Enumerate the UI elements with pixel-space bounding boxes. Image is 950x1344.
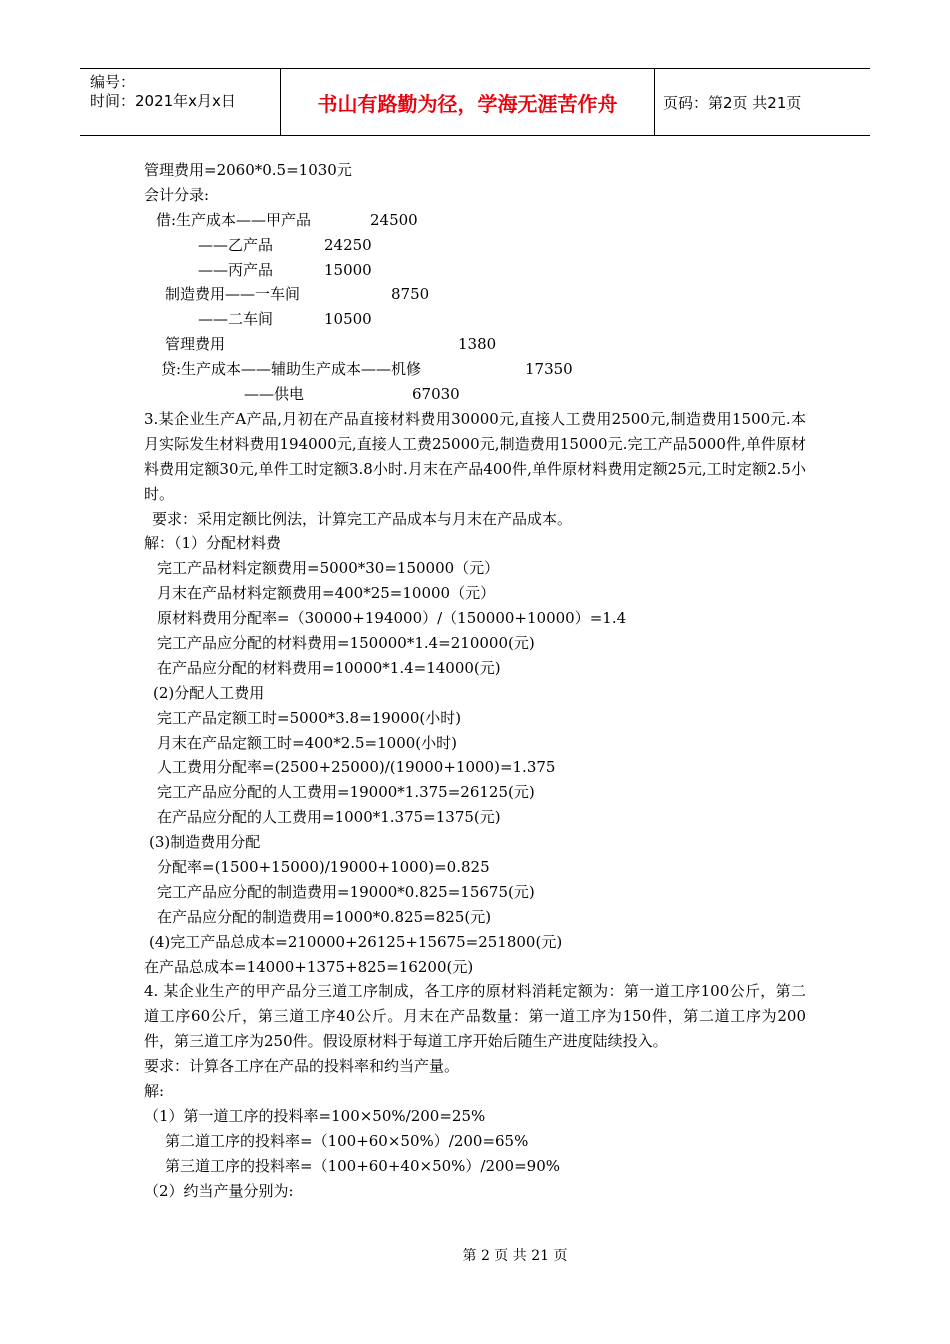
solution-line: 第三道工序的投料率=（100+60+40×50%）/200=90% (165, 1156, 561, 1175)
solution-line: （1）第一道工序的投料率=100×50%/200=25% (144, 1106, 486, 1125)
solution-line: 第二道工序的投料率=（100+60×50%）/200=65% (165, 1131, 529, 1150)
question-4-text: 4. 某企业生产的甲产品分三道工序制成，各工序的原材料消耗定额为：第一道工序100公斤，第二道工序60公斤，第三道工序40公斤。月末在产品数量：第一道工序为150件，第二道工序为200件，第三道工序为250件。假设原材料于每道工序开始后随生产进度陆续投入。 (144, 982, 806, 1051)
solution-line: （2）约当产量分别为: (144, 1181, 294, 1200)
journal-line: ——二车间 10500 (198, 310, 372, 329)
journal-line: 制造费用——一车间 8750 (165, 285, 430, 304)
header-meta (80, 69, 280, 135)
journal-line: ——丙产品 15000 (198, 260, 372, 279)
solution-line: 人工费用分配率=(2500+25000)/(19000+1000)=1.375 (157, 758, 556, 777)
header-motto: 书山有路勤为径，学海无涯苦作舟 (280, 69, 655, 135)
solution-line: 完工产品应分配的制造费用=19000*0.825=15675(元) (157, 882, 535, 901)
journal-line: ——供电 67030 (244, 385, 460, 404)
solution-line: (3)制造费用分配 (149, 833, 261, 852)
solution-line: 原材料费用分配率=（30000+194000）/（150000+10000）=1.4 (157, 609, 627, 628)
page-footer: 第 2 页 共 21 页 (462, 1248, 568, 1264)
solution-line: 完工产品定额工时=5000*3.8=19000(小时) (157, 708, 462, 727)
journal-line: 借:生产成本——甲产品 24500 (156, 210, 418, 229)
question-3-requirement: 要求：采用定额比例法，计算完工产品成本与月末在产品成本。 (152, 509, 573, 528)
solution-line: 在产品应分配的材料费用=10000*1.4=14000(元) (157, 658, 501, 677)
page-header (80, 68, 870, 136)
question-4-requirement: 要求：计算各工序在产品的投料率和约当产量。 (144, 1057, 460, 1076)
solution-line: 在产品总成本=14000+1375+825=16200(元) (144, 957, 474, 976)
header-page-info: 页码：第2页 共21页 (663, 93, 802, 112)
solution-line: 解: (144, 1082, 165, 1101)
doc-date: 时间：2021年x月x日 (90, 92, 236, 110)
solution-line: 完工产品应分配的人工费用=19000*1.375=26125(元) (157, 783, 535, 802)
solution-line: 月末在产品材料定额费用=400*25=10000（元） (157, 584, 496, 603)
solution-line: 月末在产品定额工时=400*2.5=1000(小时) (157, 733, 458, 752)
solution-line: 完工产品材料定额费用=5000*30=150000（元） (157, 559, 500, 578)
solution-line: 完工产品应分配的材料费用=150000*1.4=210000(元) (157, 633, 535, 652)
solution-line: (2)分配人工费用 (153, 683, 265, 702)
question-3-text: 3.某企业生产A产品,月初在产品直接材料费用30000元,直接人工费用2500元,制造费用1500元.本月实际发生材料费用194000元,直接人工费25000元,制造费用15000元.完工产品5000件,单件原材料费用定额30元,单件工时定额3.8小时.月末在产品400件,单件原材料费用定额25元,工时定额2.5小时。 (144, 409, 806, 503)
journal-line: ——乙产品 24250 (198, 235, 372, 254)
solution-line: (4)完工产品总成本=210000+26125+15675=251800(元) (149, 932, 563, 951)
journal-line: 管理费用 1380 (165, 335, 497, 354)
journal-line: 管理费用=2060*0.5=1030元 (144, 161, 352, 179)
document-body (0, 158, 950, 1204)
solution-line: 分配率=(1500+15000)/19000+1000)=0.825 (157, 858, 490, 876)
journal-line: 会计分录: (144, 185, 210, 204)
solution-line: 在产品应分配的人工费用=1000*1.375=1375(元) (157, 808, 501, 827)
solution-line: 在产品应分配的制造费用=1000*0.825=825(元) (157, 907, 492, 926)
journal-line: 贷:生产成本——辅助生产成本——机修 17350 (161, 360, 573, 379)
doc-number: 编号： (90, 73, 136, 91)
solution-line: 解：（1）分配材料费 (144, 534, 282, 553)
